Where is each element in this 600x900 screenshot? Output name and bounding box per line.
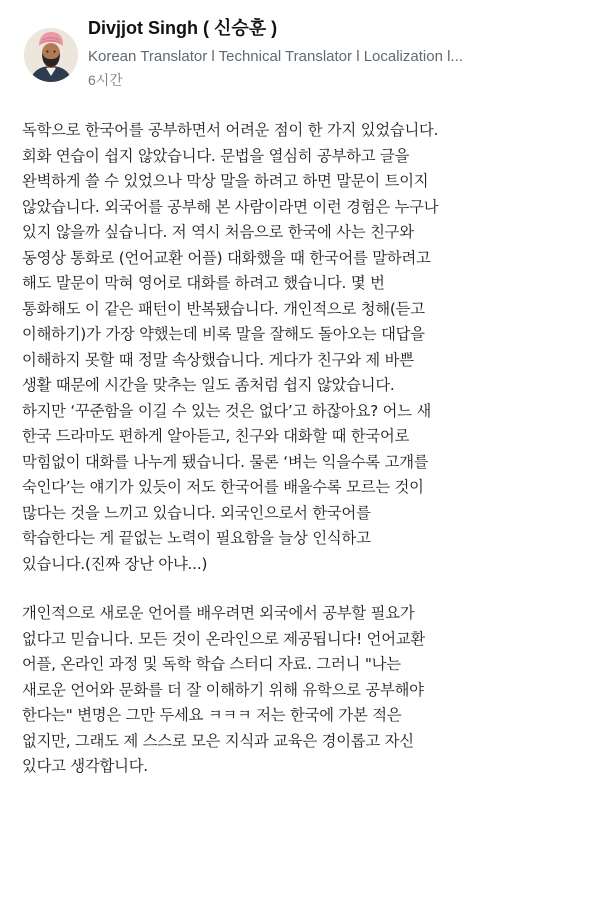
text-line: 있지 않을까 싶습니다. 저 역시 처음으로 한국에 사는 친구와: [22, 223, 414, 241]
text-line: 해도 말문이 막혀 영어로 대화를 하려고 했습니다. 몇 번: [22, 274, 385, 292]
text-line: 개인적으로 새로운 언어를 배우려면 외국에서 공부할 필요가: [22, 604, 415, 622]
text-line: 회화 연습이 쉽지 않았습니다. 문법을 열심히 공부하고 글을: [22, 146, 410, 165]
text-line: 이해하지 못할 때 정말 속상했습니다. 게다가 친구와 제 바쁜: [22, 350, 414, 369]
text-line: 새로운 언어와 문화를 더 잘 이해하기 위해 유학으로 공부해야: [22, 680, 424, 699]
text-line: 많다는 것을 느끼고 있습니다. 외국인으로서 한국어를: [22, 503, 371, 522]
text-line: 있습니다.(진짜 장난 아냐...): [22, 554, 208, 573]
text-line: 없지만, 그래도 제 스스로 모은 지식과 교육은 경이롭고 자신: [22, 731, 414, 750]
text-line: 학습한다는 게 끝없는 노력이 필요함을 늘상 인식하고: [22, 529, 371, 547]
author-headline: Korean Translator l Technical Translator l Localization l...: [88, 48, 463, 65]
post-body: [22, 118, 588, 780]
post-header: [14, 10, 586, 100]
text-line: 통화해도 이 같은 패턴이 반복됐습니다. 개인적으로 청해(듣고: [22, 299, 425, 318]
text-line: 막힘없이 대화를 나누게 됐습니다. 물론 ‘벼는 익을수록 고개를: [22, 452, 429, 471]
profile-photo-avatar-icon: [24, 28, 78, 82]
text-line: 않았습니다. 외국어를 공부해 본 사람이라면 이런 경험은 누구나: [22, 197, 439, 216]
post-paragraph-1: [22, 118, 588, 577]
post-timestamp: 6시간: [88, 72, 123, 88]
text-line: 숙인다’는 얘기가 있듯이 저도 한국어를 배울수록 모르는 것이: [22, 478, 424, 496]
author-avatar[interactable]: [24, 28, 78, 82]
text-line: 있다고 생각합니다.: [22, 757, 148, 775]
text-line: 한다는" 변명은 그만 두세요 ㅋㅋㅋ 저는 한국에 가본 적은: [22, 706, 402, 724]
text-line: 하지만 ‘꾸준함을 이길 수 있는 것은 없다’고 하잖아요? 어느 새: [22, 401, 432, 420]
text-line: 동영상 통화로 (언어교환 어플) 대화했을 때 한국어를 말하려고: [22, 248, 431, 267]
text-line: 생활 때문에 시간을 맞추는 일도 좀처럼 쉽지 않았습니다.: [22, 376, 395, 394]
author-name[interactable]: Divjjot Singh ( 신승훈 ): [88, 18, 278, 38]
paragraph-gap: [22, 577, 588, 601]
text-line: 없다고 믿습니다. 모든 것이 온라인으로 제공됩니다! 언어교환: [22, 629, 425, 648]
text-line: 이해하기)가 가장 약했는데 비록 말을 잘해도 돌아오는 대답을: [22, 325, 425, 343]
text-line: 독학으로 한국어를 공부하면서 어려운 점이 한 가지 있었습니다.: [22, 121, 439, 139]
text-line: 한국 드라마도 편하게 알아듣고, 친구와 대화할 때 한국어로: [22, 427, 410, 445]
post-paragraph-2: [22, 601, 588, 780]
text-line: 완벽하게 쓸 수 있었으나 막상 말을 하려고 하면 말문이 트이지: [22, 172, 429, 190]
author-info: [88, 16, 584, 90]
text-line: 어플, 온라인 과정 및 독학 학습 스터디 자료. 그러니 "나는: [22, 655, 401, 673]
